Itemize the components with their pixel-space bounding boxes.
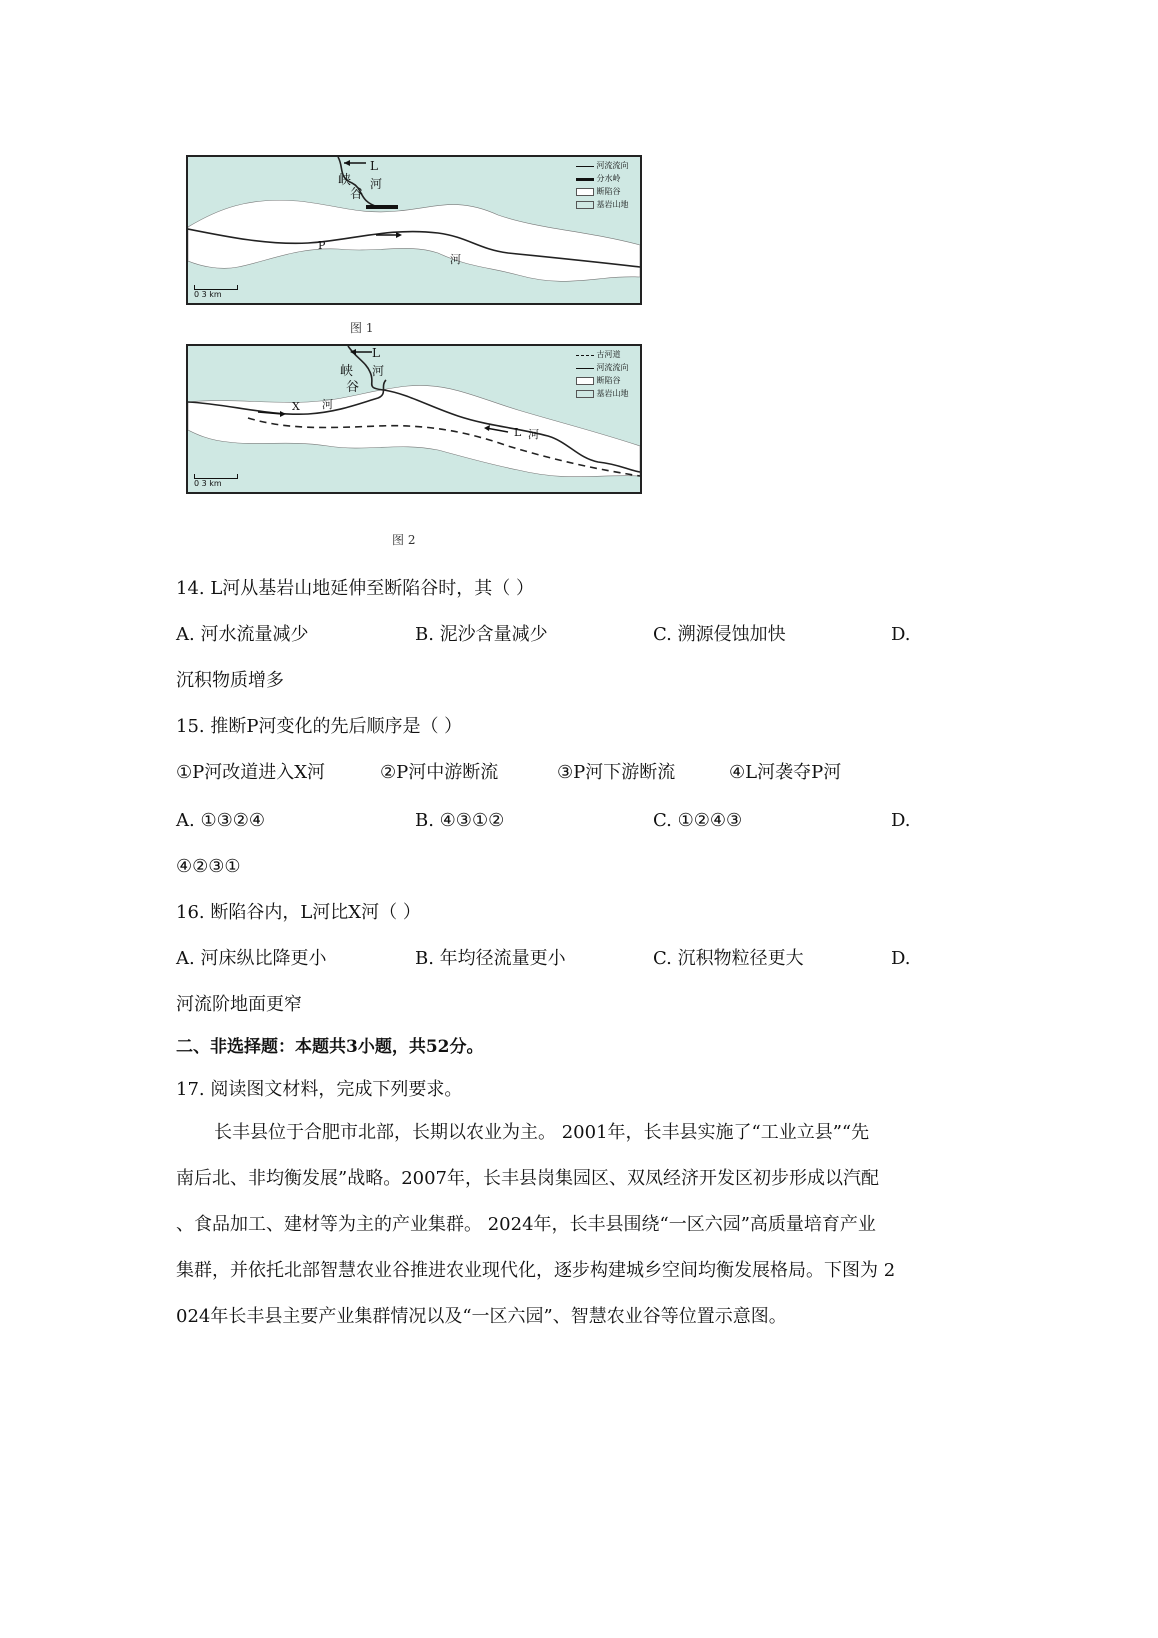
q16-option-d: D. xyxy=(891,948,911,969)
q17-line-2: 南后北、非均衡发展”战略。2007年，长丰县岗集园区、双凤经济开发区初步形成以汽配 xyxy=(176,1168,880,1189)
q15-option-a: A. ①③②④ xyxy=(176,810,265,831)
q15-option-d-text: ④②③① xyxy=(176,856,241,877)
q17-stem: 17. 阅读图文材料，完成下列要求。 xyxy=(176,1079,463,1100)
label-p-a: P xyxy=(318,239,326,252)
q15-item-4: ④L河袭夺P河 xyxy=(729,762,842,783)
q15-option-c: C. ①②④③ xyxy=(653,810,743,831)
q16-option-c: C. 沉积物粒径更大 xyxy=(653,948,804,969)
q14-option-a: A. 河水流量减少 xyxy=(176,624,309,645)
label-canyon-b: 谷 xyxy=(346,380,360,395)
label-canyon-a: 峡 xyxy=(338,173,352,188)
scale-bar: 0 3 km xyxy=(194,474,238,488)
q17-line-3: 、食品加工、建材等为主的产业集群。 2024年，长丰县围绕“一区六园”高质量培育产业 xyxy=(176,1214,876,1235)
q15-item-2: ②P河中游断流 xyxy=(380,762,499,783)
q14-option-d-text: 沉积物质增多 xyxy=(176,670,284,691)
figure-1-map xyxy=(186,155,642,305)
q16-option-b: B. 年均径流量更小 xyxy=(415,948,566,969)
legend-flow: 河流流向 xyxy=(576,159,638,172)
legend xyxy=(576,348,638,400)
q14-stem: 14. L河从基岩山地延伸至断陷谷时，其（ ） xyxy=(176,578,535,599)
q14-option-b: B. 泥沙含量减少 xyxy=(415,624,548,645)
q14-option-d: D. xyxy=(891,624,911,645)
label-canyon-b: 谷 xyxy=(350,187,364,202)
q17-line-1: 长丰县位于合肥市北部，长期以农业为主。 2001年，长丰县实施了“工业立县”“先 xyxy=(214,1122,870,1143)
figure-1-caption: 图 1 xyxy=(350,321,374,335)
figure-2-map xyxy=(186,344,642,494)
section-heading: 二、非选择题：本题共3小题，共52分。 xyxy=(176,1037,484,1057)
label-l-a: L xyxy=(370,159,378,173)
q16-stem: 16. 断陷谷内，L河比X河（ ） xyxy=(176,902,421,923)
q16-option-d-text: 河流阶地面更窄 xyxy=(176,994,302,1015)
scale-bar: 0 3 km xyxy=(194,285,238,299)
label-l-top-b: 河 xyxy=(372,364,385,378)
q17-line-4: 集群，并依托北部智慧农业谷推进农业现代化，逐步构建城乡空间均衡发展格局。下图为 2 xyxy=(176,1260,896,1281)
q15-stem: 15. 推断P河变化的先后顺序是（ ） xyxy=(176,716,463,737)
q17-material xyxy=(176,1110,996,1340)
label-l-a: L xyxy=(514,426,522,439)
figure-2-caption: 图 2 xyxy=(392,533,416,547)
legend-flow: 河流流向 xyxy=(576,361,638,374)
legend-valley: 断陷谷 xyxy=(576,374,638,387)
legend-ancient: 古河道 xyxy=(576,348,638,361)
label-x-b: 河 xyxy=(322,398,333,411)
label-p-b: 河 xyxy=(450,253,461,266)
q15-option-b: B. ④③①② xyxy=(415,810,505,831)
legend-bedrock: 基岩山地 xyxy=(576,198,638,211)
q15-item-1: ①P河改道进入X河 xyxy=(176,762,326,783)
legend-valley: 断陷谷 xyxy=(576,185,638,198)
label-l-top-a: L xyxy=(372,346,380,360)
label-x-a: X xyxy=(292,400,300,413)
q15-item-3: ③P河下游断流 xyxy=(557,762,676,783)
q15-option-d: D. xyxy=(891,810,911,831)
q16-option-a: A. 河床纵比降更小 xyxy=(176,948,327,969)
legend-divide: 分水岭 xyxy=(576,172,638,185)
label-l-b: 河 xyxy=(528,428,539,441)
label-canyon-a: 峡 xyxy=(340,364,354,379)
label-l-b: 河 xyxy=(370,177,383,191)
q14-option-c: C. 溯源侵蚀加快 xyxy=(653,624,786,645)
q17-line-5: 024年长丰县主要产业集群情况以及“一区六园”、智慧农业谷等位置示意图。 xyxy=(176,1306,787,1327)
legend-bedrock: 基岩山地 xyxy=(576,387,638,400)
legend xyxy=(576,159,638,211)
